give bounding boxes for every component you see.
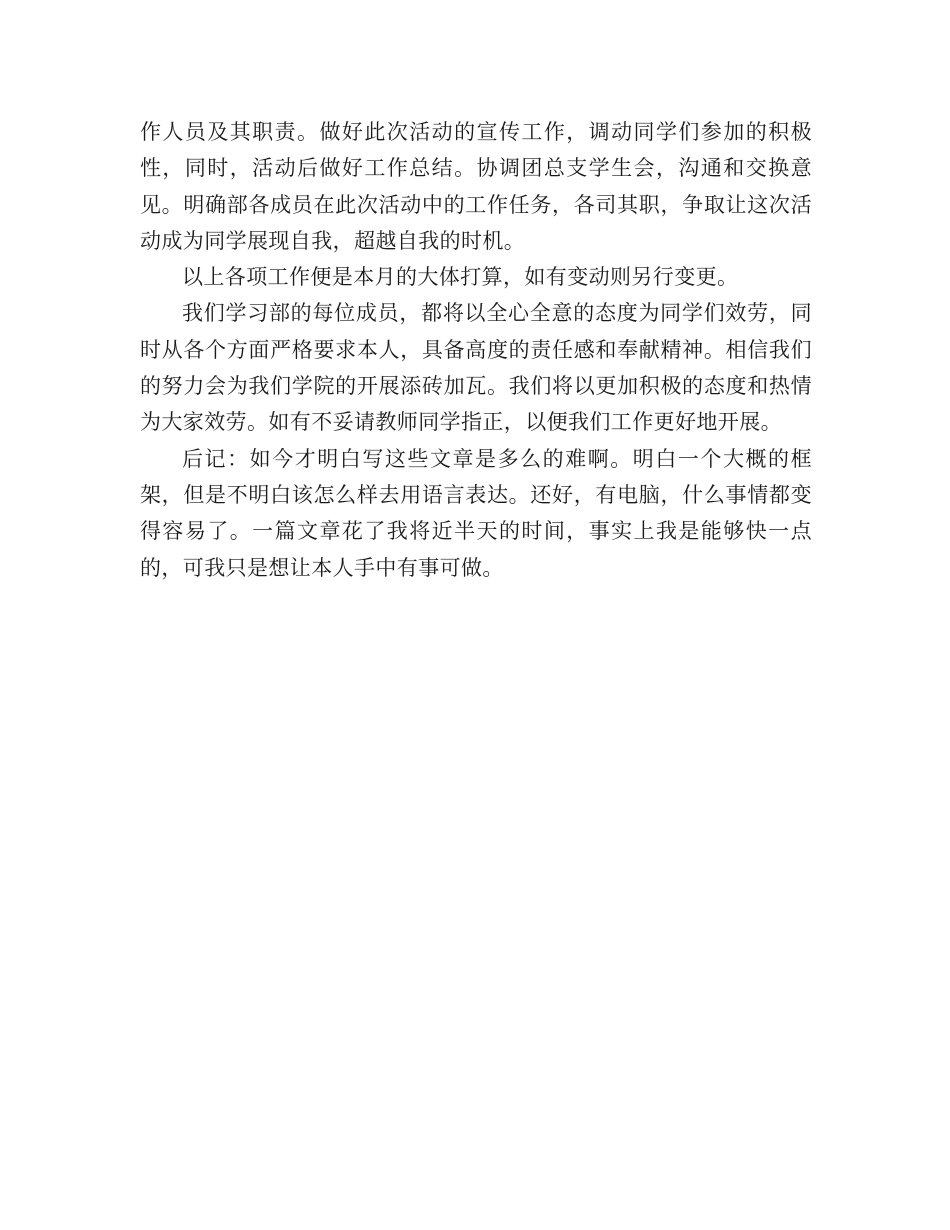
paragraph-postscript: 后记：如今才明白写这些文章是多么的难啊。明白一个大概的框架，但是不明白该怎么样去用语言表达。还好，有电脑，什么事情都变得容易了。一篇文章花了我将近半天的时间，事实上我是能够快一点的，可我只是想让本人手中有事可做。 [140,446,812,580]
document-body [140,114,812,586]
paragraph-continuation: 作人员及其职责。做好此次活动的宣传工作，调动同学们参加的积极性，同时，活动后做好工作总结。协调团总支学生会，沟通和交换意见。明确部各成员在此次活动中的工作任务，各司其职，争取让这次活动成为同学展现自我，超越自我的时机。 [140,120,812,253]
paragraph-plan-summary: 以上各项工作便是本月的大体打算，如有变动则另行变更。 [182,265,739,290]
paragraph-commitment: 我们学习部的每位成员，都将以全心全意的态度为同学们效劳，同时从各个方面严格要求本人，具备高度的责任感和奉献精神。相信我们的努力会为我们学院的开展添砖加瓦。我们将以更加积极的态度和热情为大家效劳。如有不妥请教师同学指正，以便我们工作更好地开展。 [140,301,812,435]
